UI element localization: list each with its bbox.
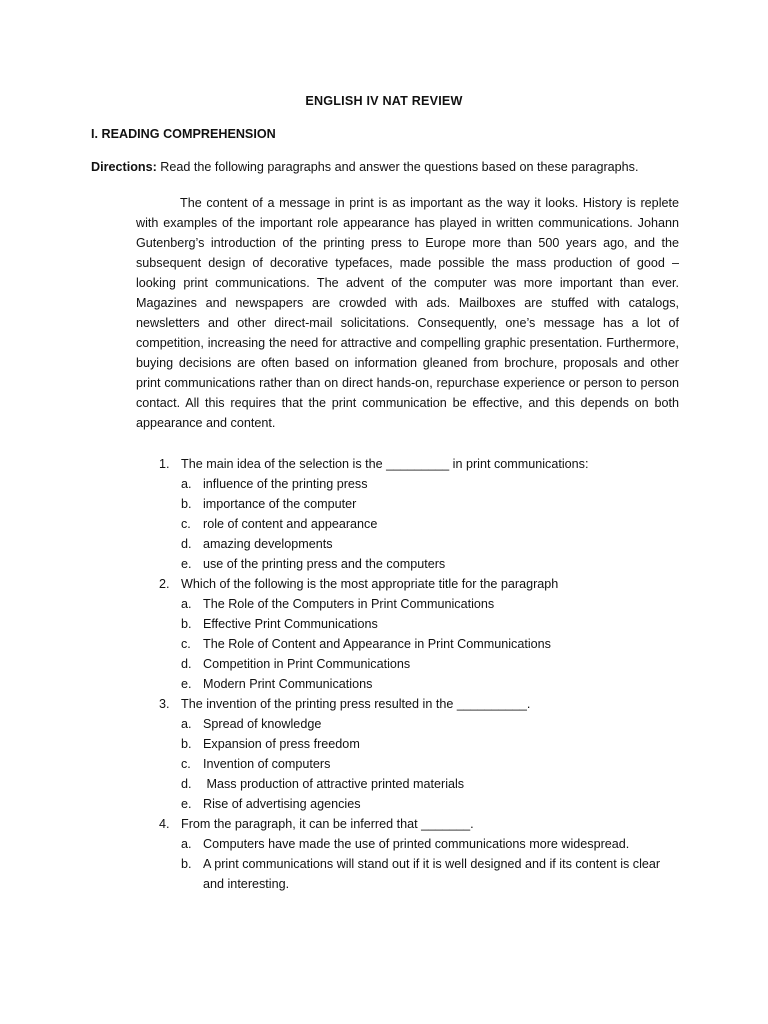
option-text: influence of the printing press [203,477,368,491]
option-letter: d. [181,537,192,551]
option-letter: a. [181,837,192,851]
directions-label: Directions: [91,160,157,174]
option-item [0,634,768,654]
option-item [0,654,768,674]
option-item [0,674,768,694]
option-text: Invention of computers [203,757,331,771]
option-text: role of content and appearance [203,517,378,531]
option-item [0,834,768,854]
option-letter: a. [181,717,192,731]
option-letter: c. [181,637,191,651]
option-text: Rise of advertising agencies [203,797,361,811]
option-letter: b. [181,497,192,511]
option-item [0,514,768,534]
option-item [0,594,768,614]
option-text: Modern Print Communications [203,677,373,691]
option-text: importance of the computer [203,497,357,511]
option-text: Spread of knowledge [203,717,322,731]
option-letter: c. [181,517,191,531]
section-heading: I. READING COMPREHENSION [91,127,276,141]
option-letter: b. [181,617,192,631]
question-4 [0,814,768,894]
question-1 [0,454,768,574]
option-item [0,474,768,494]
option-item [0,774,768,794]
option-item [0,794,768,814]
option-letter: e. [181,677,192,691]
option-item [0,854,768,894]
question-number: 1. [159,457,170,471]
option-text: A print communications will stand out if it is well designed and if its content is clear and interesting. [203,857,661,891]
option-letter: e. [181,557,192,571]
option-text: Effective Print Communications [203,617,378,631]
directions-text: Read the following paragraphs and answer the questions based on these paragraphs. [156,160,639,174]
option-text: use of the printing press and the computers [203,557,446,571]
option-list [0,834,768,894]
option-letter: a. [181,477,192,491]
reading-passage: The content of a message in print is as important as the way it looks. History is replete with examples of the important role appearance has played in written communications. Johann Gutenberg’s introduction of the printing press to Europe more than 500 years ago, and the subsequent design of decorative typefaces, made possible the mass production of good – looking print communications. The advent of the computer was more important than ever. Magazines and newspapers are crowded with ads. Mailboxes are stuffed with catalogs, newsletters and other direct-mail solicitations. Consequently, one’s message has a lot of competition, increasing the need for attractive and compelling graphic presentation. Furthermore, buying decisions are often based on information gleaned from brochure, proposals and other print communications rather than on direct hands-on, repurchase experience or person to person contact. All this requires that the print communication be effective, and this depends on both appearance and content. [136,196,679,430]
option-item [0,714,768,734]
option-letter: b. [181,857,192,871]
question-2 [0,574,768,694]
option-text: Competition in Print Communications [203,657,411,671]
option-letter: a. [181,597,192,611]
option-item [0,494,768,514]
option-text: Computers have made the use of printed communications more widespread. [203,837,630,851]
question-list [0,454,768,894]
option-letter: b. [181,737,192,751]
question-number: 4. [159,817,170,831]
option-text: Mass production of attractive printed materials [203,777,465,791]
document-title: ENGLISH IV NAT REVIEW [305,94,463,108]
option-item [0,554,768,574]
option-text: The Role of Content and Appearance in Print Communications [203,637,551,651]
question-number: 3. [159,697,170,711]
question-text: The invention of the printing press resulted in the __________. [181,697,531,711]
option-letter: d. [181,657,192,671]
option-item [0,734,768,754]
option-text: amazing developments [203,537,333,551]
option-letter: d. [181,777,192,791]
directions [91,157,691,177]
question-number: 2. [159,577,170,591]
question-text: The main idea of the selection is the _________ in print communications: [181,457,589,471]
question-text: Which of the following is the most appropriate title for the paragraph [181,577,559,591]
question-3 [0,694,768,814]
option-item [0,534,768,554]
option-list [0,714,768,814]
option-text: The Role of the Computers in Print Communications [203,597,495,611]
option-item [0,754,768,774]
option-letter: c. [181,757,191,771]
option-letter: e. [181,797,192,811]
option-list [0,474,768,574]
option-text: Expansion of press freedom [203,737,360,751]
option-item [0,614,768,634]
question-text: From the paragraph, it can be inferred that _______. [181,817,474,831]
option-list [0,594,768,694]
